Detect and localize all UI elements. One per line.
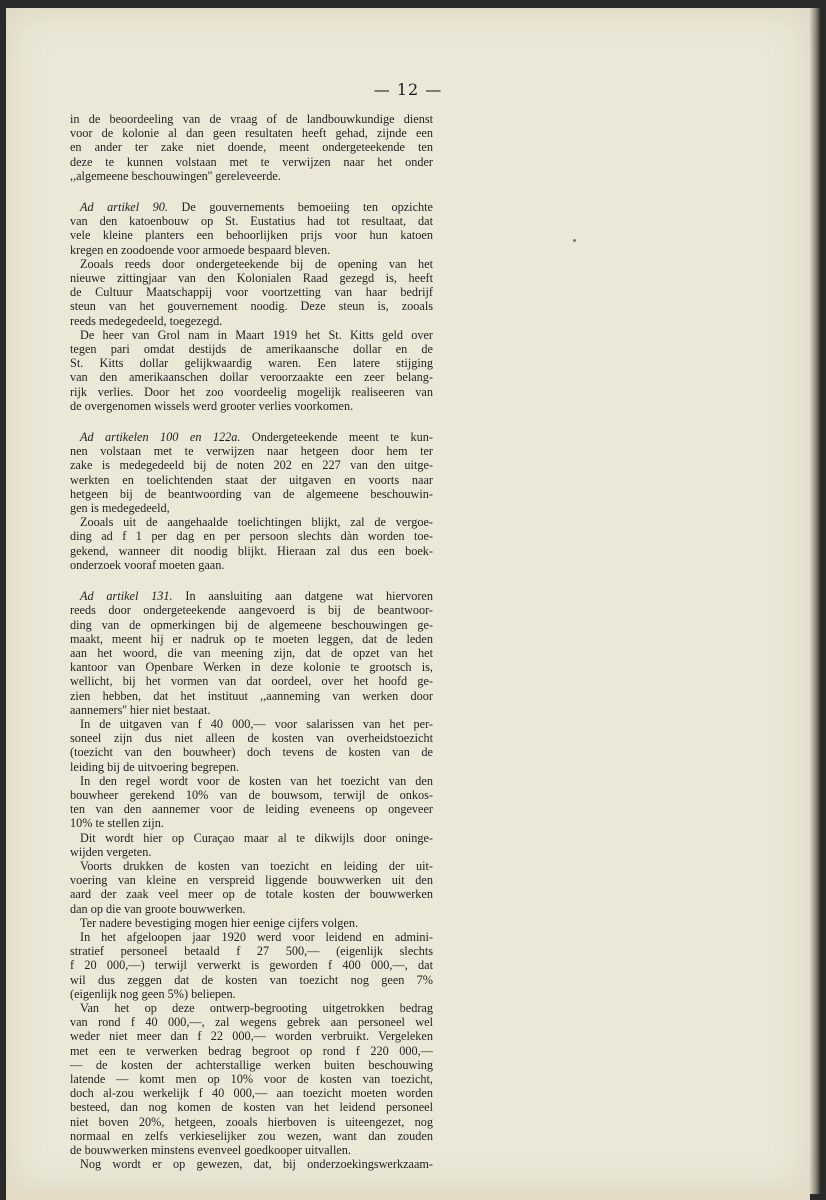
line-text: de Cultuur Maatschappij voor voortzetting van haar bedrijf [70,285,433,300]
line-text: wijden vergeten. [70,844,152,859]
line-text: f 20 000,—) terwijl verwerkt is geworden f 400 000,—, dat [70,958,433,973]
text-line [70,1058,433,1072]
text-line [70,745,433,759]
paragraph-gap [70,413,433,430]
text-line [70,1029,433,1043]
line-text: niet boven 20%, hetgeen, zooals hierboven is uiteengezet, nog [70,1114,433,1129]
body-text [70,112,433,1171]
text-line [70,356,433,370]
text-line [70,831,433,845]
text-line [70,902,433,916]
text-line [70,973,433,987]
text-line [70,228,433,242]
text-line [70,1015,433,1029]
line-text: aan het woord, die van meening zijn, dat de opzet van het [70,645,433,660]
line-text: stratief personeel betaald f 27 500,— (eigenlijk slechts [70,944,433,959]
line-text: St. Kitts dollar gelijkwaardig waren. Een latere stijging [70,356,433,371]
line-text: met een te verwerken bedrag begroot op rond f 220 000,— [70,1043,433,1058]
line-text: de bouwwerken minstens evenveel goedkooper uitvallen. [70,1143,351,1158]
line-text: deze te kunnen volstaan met te verwijzen naar het onder [70,154,433,169]
line-text: zake is medegedeeld bij de noten 202 en 227 van den uitge- [70,458,433,473]
text-line [70,1129,433,1143]
line-text: weder niet meer dan f 22 000,— worden verbruikt. Vergeleken [70,1029,433,1044]
text-line [70,987,433,1001]
line-text: ten van den aannemer voor de leiding eveneens op ongeveer [70,802,433,817]
line-text: doch al-zou werkelijk f 40 000,— aan toezicht moeten worden [70,1086,433,1101]
line-text: gekend, wanneer dit noodig blijkt. Hieraan zal dus een boek- [70,543,433,558]
text-line [70,487,433,501]
line-text: nieuwe zittingjaar van den Kolonialen Raad gezegd is, heeft [70,271,433,286]
line-text: aannemers'' hier niet bestaat. [70,702,211,717]
text-line [70,399,433,413]
line-text: soneel zijn dus niet alleen de kosten van overheidstoezicht [70,731,433,746]
text-line [70,112,433,126]
text-line [70,944,433,958]
text-line [70,285,433,299]
text-line [70,430,433,444]
text-line [70,155,433,169]
text-line [70,845,433,859]
line-text: 10% te stellen zijn. [70,816,164,831]
line-text: Zooals uit de aangehaalde toelichtingen blijkt, zal de vergoe- [80,515,433,530]
text-line [70,760,433,774]
text-line [70,916,433,930]
line-text: In aansluiting aan datgene wat hiervoren [172,589,433,604]
line-text: ,,algemeene beschouwingen'' gereleveerde. [70,168,281,183]
text-line [70,257,433,271]
text-line [70,444,433,458]
line-text: van den amerikaanschen dollar veroorzaakte een zeer belang- [70,370,433,385]
line-text: tegen pari omdat destijds de amerikaansche dollar en de [70,342,433,357]
text-line [70,501,433,515]
text-line [70,802,433,816]
text-line [70,473,433,487]
line-text: Zooals reeds door ondergeteekende bij de opening van het [80,256,433,271]
text-line [70,1044,433,1058]
page-right-edge [810,8,820,1194]
text-line [70,589,433,603]
line-text: In het afgeloopen jaar 1920 werd voor leidend en admini- [80,929,433,944]
text-line [70,774,433,788]
line-text: wil dus zeggen dat de kosten van toezicht nog geen 7% [70,972,433,987]
line-text: ding ad f 1 per dag en per persoon slechts dàn worden toe- [70,529,433,544]
article-reference: Ad artikel 90. [80,200,168,215]
text-line [70,689,433,703]
text-line [70,385,433,399]
line-text: kregen en zoodoende voor armoede bespaard bleven. [70,242,331,257]
text-line [70,126,433,140]
text-line [70,717,433,731]
line-text: en ander ter zake niet doende, meent ondergeteekende ten [70,140,433,155]
line-text: wellicht, bij het vormen van dat oordeel, over het hoofd ge- [70,674,433,689]
text-line [70,731,433,745]
line-text: Voorts drukken de kosten van toezicht en leiding der uit- [80,858,433,873]
text-line [70,200,433,214]
text-line [70,603,433,617]
line-text: reeds medegedeeld, toegezegd. [70,313,223,328]
text-line [70,1143,433,1157]
page-bottom-edge [6,1188,810,1200]
line-text: voor de kolonie al dan geen resultaten heeft gehad, zijnde een [70,126,433,141]
text-line [70,859,433,873]
line-text: besteed, dan nog komen de kosten van het leidend personeel [70,1100,433,1115]
text-line [70,646,433,660]
text-line [70,140,433,154]
text-line [70,1115,433,1129]
text-line [70,314,433,328]
text-line [70,529,433,543]
line-text: — de kosten der achterstallige werken buiten beschouwing [70,1057,433,1072]
line-text: Ondergeteekende meent te kun- [240,430,433,445]
line-text: in de beoordeeling van de vraag of de landbouwkundige dienst [70,112,433,126]
line-text: zien hebben, dat het instituut ,,aanneming van werken door [70,688,433,703]
text-line [70,873,433,887]
article-reference: Ad artikelen 100 en 122a. [80,430,241,445]
line-text: van den katoenbouw op St. Eustatius had tot resultaat, dat [70,214,433,229]
line-text: voering van kleine en verspreid liggende bouwwerken uit den [70,873,433,888]
text-line [70,370,433,384]
text-line [70,887,433,901]
page-number: — 12 — [373,80,443,99]
line-text: In de uitgaven van f 40 000,— voor salarissen van het per- [80,716,433,731]
text-line [70,515,433,529]
line-text: onderzoek vooraf moeten gaan. [70,557,225,572]
line-text: bouwheer gerekend 10% van de bouwsom, terwijl de onkos- [70,787,433,802]
line-text: (eigenlijk nog geen 5%) beliepen. [70,986,236,1001]
line-text: Van het op deze ontwerp-begrooting uitgetrokken bedrag [80,1000,433,1015]
line-text: kantoor van Openbare Werken in deze kolonie te grootsch is, [70,660,433,675]
text-line [70,544,433,558]
text-line [70,243,433,257]
text-line [70,214,433,228]
text-line [70,788,433,802]
line-text: (toezicht van den bouwheer) doch tevens de kosten van de [70,745,433,760]
line-text: Nog wordt er op gewezen, dat, bij onderzoekingswerkzaam- [80,1157,433,1172]
line-text: normaal en zelfs verkieselijker zou wezen, want dan zouden [70,1128,433,1143]
text-line [70,271,433,285]
paper-speck [573,239,576,242]
line-text: Dit wordt hier op Curaçao maar al te dikwijls door oninge- [80,830,433,845]
line-text: rijk verlies. Door het zoo voordeelig mogelijk realiseeren van [70,384,433,399]
text-line [70,1100,433,1114]
line-text: de overgenomen wissels werd grooter verlies voorkomen. [70,398,354,413]
text-line [70,1072,433,1086]
text-line [70,458,433,472]
line-text: latende — komt men op 10% voor de kosten van toezicht, [70,1072,433,1086]
line-text: De heer van Grol nam in Maart 1919 het St. Kitts geld over [80,327,433,342]
text-line [70,816,433,830]
line-text: ding van de opmerkingen bij de algemeene beschouwingen ge- [70,617,433,632]
line-text: hetgeen bij de beantwoording van de algemeene beschouwin- [70,486,433,501]
text-line [70,930,433,944]
line-text: De gouvernements bemoeiing ten opzichte [167,200,433,215]
text-line [70,674,433,688]
paragraph-gap [70,572,433,589]
line-text: aard der zaak veel meer op de totale kosten der bouwwerken [70,887,433,902]
text-line [70,618,433,632]
document-page [6,8,810,1194]
text-line [70,169,433,183]
line-text: van rond f 40 000,—, zal wegens gebrek aan personeel wel [70,1015,433,1030]
text-line [70,1001,433,1015]
text-line [70,958,433,972]
line-text: dan op die van groote bouwwerken. [70,901,246,916]
text-line [70,703,433,717]
line-text: nen volstaan met te verwijzen naar hetgeen door hem ter [70,444,433,459]
article-reference: Ad artikel 131. [80,589,173,604]
text-line [70,342,433,356]
line-text: gen is medegedeeld, [70,501,170,516]
line-text: maakt, meent hij er nadruk op te moeten leggen, dat de leden [70,631,433,646]
line-text: reeds door ondergeteekende aangevoerd is bij de beantwoor- [70,603,433,618]
text-line [70,299,433,313]
text-line [70,660,433,674]
line-text: leiding bij de uitvoering begrepen. [70,759,240,774]
paragraph-gap [70,183,433,200]
text-line [70,328,433,342]
line-text: steun van het gouvernement noodig. Deze steun is, zooals [70,299,433,314]
text-line [70,632,433,646]
line-text: In den regel wordt voor de kosten van het toezicht van den [80,773,433,788]
text-line [70,558,433,572]
text-line [70,1157,433,1171]
line-text: werkten en toelichtenden staat der uitgaven en voorts naar [70,472,433,487]
line-text: Ter nadere bevestiging mogen hier eenige cijfers volgen. [80,915,359,930]
text-line [70,1086,433,1100]
line-text: vele kleine planters een behoorlijken prijs voor hun katoen [70,228,433,243]
